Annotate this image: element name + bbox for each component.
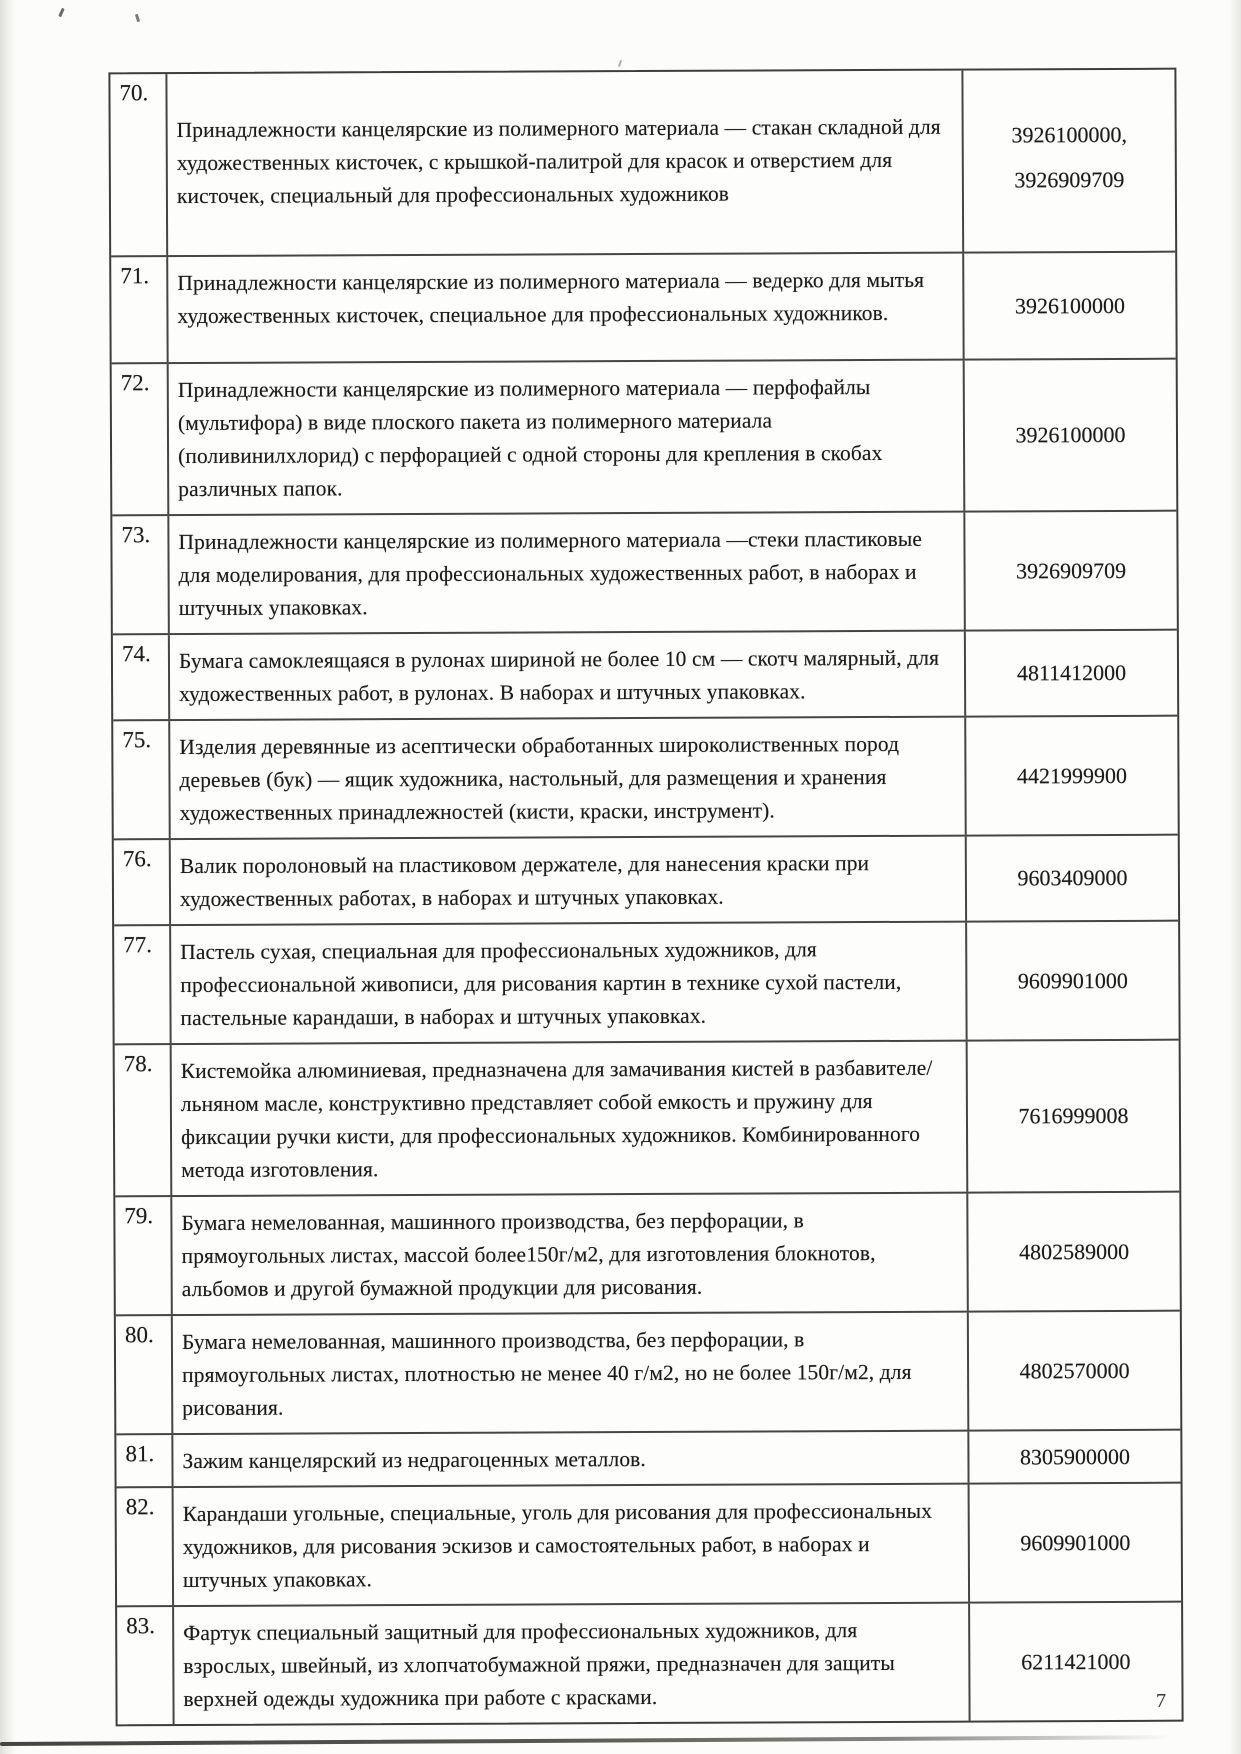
hs-code: 3926100000: [1015, 421, 1126, 448]
item-description: Принадлежности канцелярские из полимерного материала — ведерко для мытья художественных кисточек, специальное для профессиональных художников.: [168, 254, 964, 362]
item-description: Валик поролоновый на пластиковом держателе, для нанесения краски при художественных работах, в наборах и штучных упаковках.: [171, 837, 967, 924]
hs-code: 4802570000: [1019, 1357, 1130, 1383]
scan-edge-shadow-left: [0, 0, 16, 1754]
item-description: Пастель сухая, специальная для профессиональных художников, для профессиональной живописи, для рисования картин в технике сухой пастели, пастельные карандаши, в наборах и штучных упаковках.: [171, 923, 968, 1043]
hs-code-cell: [969, 1431, 1180, 1483]
table-row: [116, 1431, 1180, 1489]
item-description: Изделия деревянные из асептически обработанных широколиственных пород деревьев (бук) — ящик художника, настольный, для размещения и хранения художественных принадлежностей (кисти, краски, инструмент).: [170, 718, 967, 838]
table-row: [113, 717, 1178, 841]
hs-code-cell: [965, 512, 1177, 630]
row-number: 75.: [113, 721, 171, 838]
hs-code: 9609901000: [1017, 967, 1128, 993]
hs-code-table: [108, 68, 1183, 1727]
hs-code-cell: [966, 717, 1178, 835]
row-number: 78.: [115, 1045, 173, 1195]
table-row: [117, 1484, 1182, 1608]
hs-code-cell: [963, 70, 1175, 252]
item-description: Фартук специальный защитный для профессиональных художников, для взрослых, швейный, из хлопчатобумажной пряжи, предназначен для защиты верхней одежды художника при работе с красками.: [174, 1604, 971, 1724]
row-number: 83.: [117, 1607, 175, 1724]
hs-code: 3926100000,: [1011, 121, 1127, 148]
item-description: Принадлежности канцелярские из полимерного материала —стеки пластиковые для моделирования, для профессиональных художественных работ, в наборах и штучных упаковках.: [169, 513, 966, 633]
row-number: 76.: [114, 840, 171, 924]
table-row: [114, 836, 1178, 927]
item-description: Зажим канцелярский из недрагоценных металлов.: [173, 1432, 969, 1486]
hs-code: 4811412000: [1016, 659, 1127, 686]
table-row: [115, 1193, 1180, 1317]
scan-speck: [135, 14, 140, 23]
row-number: 77.: [114, 926, 172, 1043]
row-number: 74.: [113, 635, 170, 719]
item-description: Бумага самоклеящаяся в рулонах шириной не более 10 см — скотч малярный, для художественных работ, в рулонах. В наборах и штучных упаковках.: [170, 632, 966, 719]
hs-code-cell: [968, 1193, 1180, 1311]
hs-code-cell: [966, 631, 1177, 716]
scan-artifact-line: [0, 1735, 1195, 1746]
item-description: Принадлежности канцелярские из полимерного материала — стакан складной для художественных кисточек, с крышкой-палитрой для красок и отверстием для кисточек, специальный для профессиональных художников: [167, 71, 964, 255]
table-row: [112, 512, 1177, 636]
hs-code-cell: [970, 1484, 1182, 1602]
scan-speck: [58, 8, 64, 17]
row-number: 73.: [112, 516, 170, 633]
table-row: [117, 1603, 1182, 1725]
hs-code: 3926909709: [1014, 166, 1125, 193]
row-number: 82.: [117, 1488, 175, 1605]
hs-code: 4421999900: [1016, 762, 1128, 788]
item-description: Кистемойка алюминиевая, предназначена для замачивания кистей в разбавителе/льняном масле, конструктивно представляет собой емкость и пружину для фиксации ручки кисти, для профессиональных художников. Комбинированного метода изготовления.: [172, 1042, 969, 1195]
hs-code: 3926909709: [1016, 557, 1127, 583]
hs-code: 8305900000: [1019, 1443, 1130, 1469]
hs-code-cell: [965, 360, 1177, 511]
row-number: 70.: [110, 74, 168, 255]
item-description: Принадлежности канцелярские из полимерного материала — перфофайлы (мультифора) в виде плоского пакета из полимерного материала (поливинилхлорид) с перфорацией с одной стороны для крепления в скобах различных папок.: [169, 361, 966, 514]
page-number: 7: [1156, 1690, 1166, 1712]
table-row: [115, 1041, 1180, 1198]
table-row: [111, 253, 1175, 365]
hs-code: 9603409000: [1017, 864, 1128, 891]
hs-code: 3926100000: [1014, 292, 1125, 318]
item-description: Карандаши угольные, специальные, уголь для рисования для профессиональных художников, для рисования эскизов и самостоятельных работ, в наборах и штучных упаковках.: [174, 1485, 971, 1605]
table-row: [116, 1312, 1181, 1436]
table-row: [114, 922, 1179, 1046]
hs-code-cell: [964, 253, 1175, 359]
row-number: 72.: [112, 364, 170, 514]
item-description: Бумага немелованная, машинного производства, без перфорации, в прямоугольных листах, плотностью не менее 40 г/м2, но не более 150г/м2, для рисования.: [173, 1313, 970, 1433]
hs-code: 6211421000: [1021, 1648, 1131, 1674]
hs-code-cell: [967, 836, 1178, 921]
row-number: 71.: [111, 257, 168, 362]
table-row: [113, 631, 1177, 722]
hs-code-cell: [967, 922, 1179, 1040]
hs-code: 4802589000: [1018, 1238, 1130, 1264]
hs-code-cell: [970, 1603, 1182, 1721]
table-row: [110, 70, 1175, 258]
row-number: 79.: [115, 1197, 173, 1314]
hs-code-cell: [968, 1041, 1180, 1192]
hs-code: 9609901000: [1020, 1529, 1131, 1555]
table-row: [112, 360, 1177, 517]
row-number: 80.: [116, 1316, 174, 1433]
item-description: Бумага немелованная, машинного производства, без перфорации, в прямоугольных листах, массой более150г/м2, для изготовления блокнотов, альбомов и другой бумажной продукции для рисования.: [172, 1194, 969, 1314]
scan-edge-shadow-right: [1229, 0, 1241, 1754]
hs-code-cell: [969, 1312, 1181, 1430]
scan-speck: [618, 60, 622, 67]
hs-code: 7616999008: [1018, 1102, 1129, 1129]
row-number: 81.: [116, 1435, 173, 1486]
